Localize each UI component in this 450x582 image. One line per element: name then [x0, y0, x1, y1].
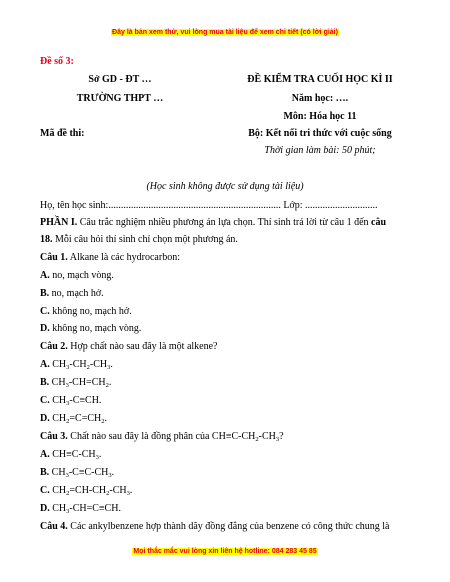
option-letter: D. [40, 503, 50, 514]
option-letter: B. [40, 467, 50, 478]
option-text: $CH_2=C=CH_2$. [49, 413, 107, 425]
option-2a [40, 358, 408, 371]
option-text: $CH_3-C\equiv CH$. [49, 395, 102, 407]
preview-banner [0, 28, 450, 38]
option-letter: D. [40, 323, 50, 334]
option-letter: A. [40, 359, 50, 370]
school-year: Năm học: …. [291, 93, 349, 104]
option-text: $CH_3-CH_2-CH_3$. [49, 359, 113, 371]
question-4 [40, 520, 408, 533]
part1-instruction-cont [40, 233, 408, 246]
part1-label: PHẦN I. [40, 217, 78, 228]
preview-banner-text: Đây là bản xem thử, vui lòng mua tài liệu để xem chi tiết (có lời giải) [112, 29, 338, 36]
question-text: Chất nào sau đây là đồng phân của $CH\equiv C-CH_2-CH_3$? [67, 431, 284, 443]
option-letter: D. [40, 413, 50, 424]
option-text: $CH\equiv C-CH_3$. [49, 449, 102, 461]
option-1a [40, 269, 408, 282]
option-letter: C. [40, 485, 50, 496]
option-text: không no, mạch vòng. [49, 323, 142, 334]
book-series: Bộ: Kết nối tri thức với cuộc sống [248, 128, 392, 139]
school-name: TRƯỜNG THPT … [76, 93, 164, 104]
question-text: Hợp chất nào sau đây là một alkene? [67, 341, 218, 352]
option-3b [40, 466, 408, 479]
option-letter: B. [40, 288, 50, 299]
exam-note: (Học sinh không được sử dụng tài liệu) [146, 181, 304, 192]
option-text: $CH_3-CH=CH_2$. [49, 377, 112, 389]
option-text: $CH_2=CH-CH_2-CH_3$. [49, 485, 133, 497]
part1-text-cont: Mỗi câu hỏi thí sinh chỉ chọn một phương án. [52, 234, 238, 245]
option-letter: C. [40, 306, 50, 317]
option-text: $CH_3-CH=C\equiv CH$. [49, 503, 121, 515]
part1-text: Câu trắc nghiệm nhiều phương án lựa chọn. Thí sinh trả lời từ câu 1 đến [77, 217, 372, 228]
option-text: $CH_3-C\equiv C-CH_3$. [49, 467, 115, 479]
question-label: Câu 2. [40, 341, 68, 352]
option-text: no, mạch vòng. [49, 270, 114, 281]
subject: Môn: Hóa học 11 [283, 111, 357, 122]
option-2c [40, 394, 408, 407]
question-3 [40, 430, 408, 443]
option-3c [40, 484, 408, 497]
option-3a [40, 448, 408, 461]
option-text: không no, mạch hở. [49, 306, 132, 317]
student-info-line: Họ, tên học sinh:..................................................................... Lớp: ............................. [40, 200, 378, 211]
option-letter: A. [40, 449, 50, 460]
exam-number: Đề số 3: [40, 56, 74, 67]
option-letter: C. [40, 395, 50, 406]
option-3d [40, 502, 408, 515]
option-1b [40, 287, 408, 300]
option-text: no, mạch hở. [49, 288, 104, 299]
hotline-banner [0, 547, 450, 557]
question-label: Câu 4. [40, 521, 68, 532]
part1-bold-end: câu [371, 217, 387, 228]
question-text: Alkane là các hydrocarbon: [67, 252, 180, 263]
option-letter: A. [40, 270, 50, 281]
option-2b [40, 376, 408, 389]
part1-instruction [40, 216, 408, 229]
exam-duration: Thời gian làm bài: 50 phút; [264, 145, 376, 156]
option-letter: B. [40, 377, 50, 388]
question-text: Các ankylbenzene hợp thành dãy đồng đẳng của benzene có công thức chung là [67, 521, 390, 532]
option-1d [40, 322, 408, 335]
option-2d [40, 412, 408, 425]
question-label: Câu 3. [40, 431, 68, 442]
exam-title: ĐỀ KIỂM TRA CUỐI HỌC KÌ II [247, 74, 393, 85]
department: Sở GD - ĐT … [88, 74, 152, 85]
part1-range-end: 18. [40, 234, 53, 245]
question-1 [40, 251, 408, 264]
exam-code-label: Mã đề thi: [40, 128, 85, 139]
question-label: Câu 1. [40, 252, 68, 263]
question-2 [40, 340, 408, 353]
hotline-banner-text: Mọi thắc mắc vui lòng xin liên hệ hotline: 084 283 45 85 [133, 548, 317, 555]
option-1c [40, 305, 408, 318]
